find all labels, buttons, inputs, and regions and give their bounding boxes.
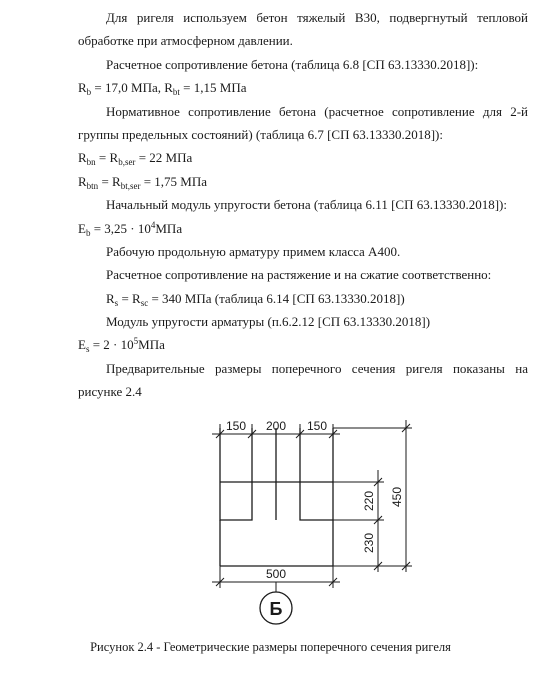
formula-eb: $E_b = 3,25 \cdot 10^4МПа$ — [78, 219, 183, 238]
dim-label-top-1: 150 — [225, 419, 247, 433]
paragraph-preliminary-dims: Предварительные размеры поперечного сечения ригеля показаны на — [106, 360, 528, 376]
section-outline — [220, 428, 333, 566]
document-body — [78, 6, 528, 404]
paragraph-rebar-class: Рабочую продольную арматуру примем класса А400. — [106, 243, 401, 259]
figure-caption: Рисунок 2.4 - Геометрические размеры поперечного сечения ригеля — [90, 640, 451, 654]
dim-label-right-total: 450 — [390, 486, 404, 508]
formula-rs: $R_s = R_{sc} = 340$ МПа (таблица 6.14 [СП 63.13330.2018]) — [106, 290, 405, 308]
right-flange-outline — [300, 428, 333, 520]
paragraph-design-resistance: Расчетное сопротивление бетона (таблица 6.8 [СП 63.13330.2018]): — [106, 56, 479, 72]
paragraph-normative-resistance: Нормативное сопротивление бетона (расчетное сопротивление для 2-й — [106, 103, 528, 119]
cross-section-figure — [0, 410, 541, 625]
section-mark-letter: Б — [269, 599, 283, 619]
paragraph-rebar-resistance: Расчетное сопротивление на растяжение и на сжатие соответственно: — [106, 267, 492, 283]
left-flange-outline — [220, 428, 252, 520]
paragraph-concrete-cont: обработке при атмосферном давлении. — [78, 33, 293, 49]
paragraph-rebar-modulus: Модуль упругости арматуры (п.6.2.12 [СП 63.13330.2018]) — [106, 314, 431, 330]
paragraph-normative-resistance-cont: группы предельных состояний) (таблица 6.7 [СП 63.13330.2018]): — [78, 126, 443, 142]
paragraph-concrete: Для ригеля используем бетон тяжелый В30, подвергнутый тепловой — [106, 10, 528, 25]
formula-rbn: $R_{bn} = R_{b,ser} = 22$ МПа — [78, 150, 193, 168]
paragraph-elastic-modulus: Начальный модуль упругости бетона (таблица 6.11 [СП 63.13330.2018]): — [106, 197, 507, 213]
paragraph-preliminary-dims-cont: рисунке 2.4 — [78, 384, 142, 400]
formula-rbtn: $R_{btn} = R_{bt,ser} = 1,75$ МПа — [78, 173, 208, 191]
formula-es: $E_s = 2 \cdot 10^5МПа$ — [78, 336, 165, 355]
dim-label-top-3: 150 — [306, 419, 328, 433]
dim-label-right-upper: 220 — [362, 490, 376, 512]
dim-label-right-lower: 230 — [362, 532, 376, 554]
cross-section-drawing — [0, 410, 541, 625]
dimension-labels — [226, 419, 404, 581]
dim-label-top-2: 200 — [265, 419, 287, 433]
dim-label-bottom: 500 — [265, 567, 287, 581]
formula-rb: $R_b = 17,0$ МПа, $R_{bt} = 1,15$ МПа — [78, 80, 247, 98]
